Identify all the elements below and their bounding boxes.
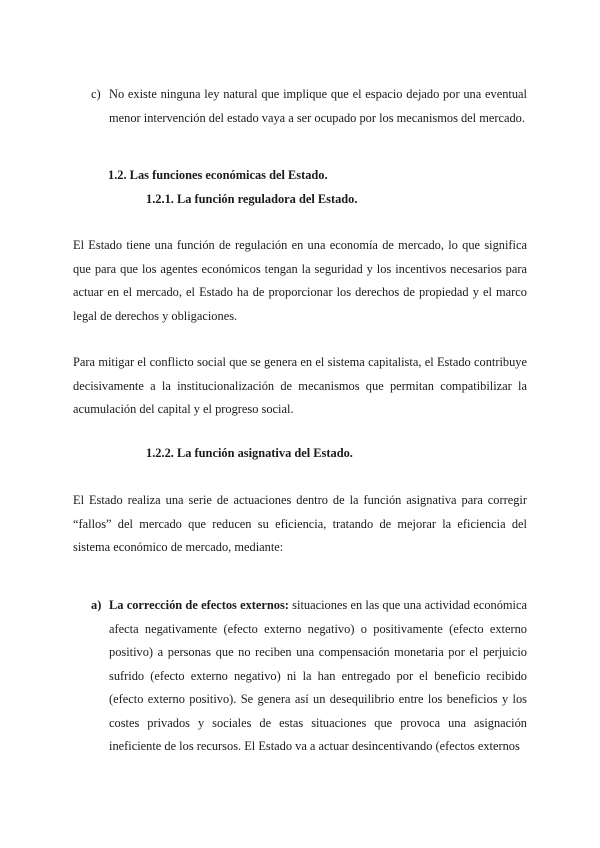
list-marker-a: a)	[91, 598, 102, 612]
list-item-a-body: situaciones en las que una actividad económica afecta negativamente (efecto externo negativo) o positivamente (efecto externo positivo) a personas que no reciben una compensación monetaria por el perjuicio sufrido (efecto externo negativo) ni la han entregado por el beneficio recibido (efecto externo positivo). Se genera así un desequilibrio entre los beneficios y los costes privados y sociales de estas situaciones que provoca una asignación ineficiente de los recursos. El Estado va a actuar desincentivando (efectos externos	[109, 598, 527, 753]
list-item-a-text	[109, 594, 527, 759]
paragraph-social-conflict: Para mitigar el conflicto social que se genera en el sistema capitalista, el Estado contribuye decisivamente a la institucionalización de mecanismos que permitan compatibilizar la acumulación del capital y el progreso social.	[73, 355, 527, 416]
list-item-c-text: No existe ninguna ley natural que implique que el espacio dejado por una eventual menor intervención del estado vaya a ser ocupado por los mecanismos del mercado.	[109, 87, 527, 125]
list-item-a-lead: La corrección de efectos externos:	[109, 598, 289, 612]
list-item-c	[91, 83, 527, 130]
section-heading-1-2-2: 1.2.2. La función asignativa del Estado.	[146, 446, 353, 460]
section-heading-1-2: 1.2. Las funciones económicas del Estado.	[108, 168, 328, 182]
list-marker-c: c)	[91, 87, 101, 101]
section-heading-1-2-1: 1.2.1. La función reguladora del Estado.	[146, 192, 358, 206]
paragraph-allocative: El Estado realiza una serie de actuaciones dentro de la función asignativa para corregir “fallos” del mercado que reducen su eficiencia, tratando de mejorar la eficiencia del sistema económico de mercado, mediante:	[73, 493, 527, 554]
list-item-a	[91, 594, 527, 759]
paragraph-regulation: El Estado tiene una función de regulación en una economía de mercado, lo que significa que para que los agentes económicos tengan la seguridad y los incentivos necesarios para actuar en el mercado, el Estado ha de proporcionar los derechos de propiedad y el marco legal de derechos y obligaciones.	[73, 238, 527, 323]
